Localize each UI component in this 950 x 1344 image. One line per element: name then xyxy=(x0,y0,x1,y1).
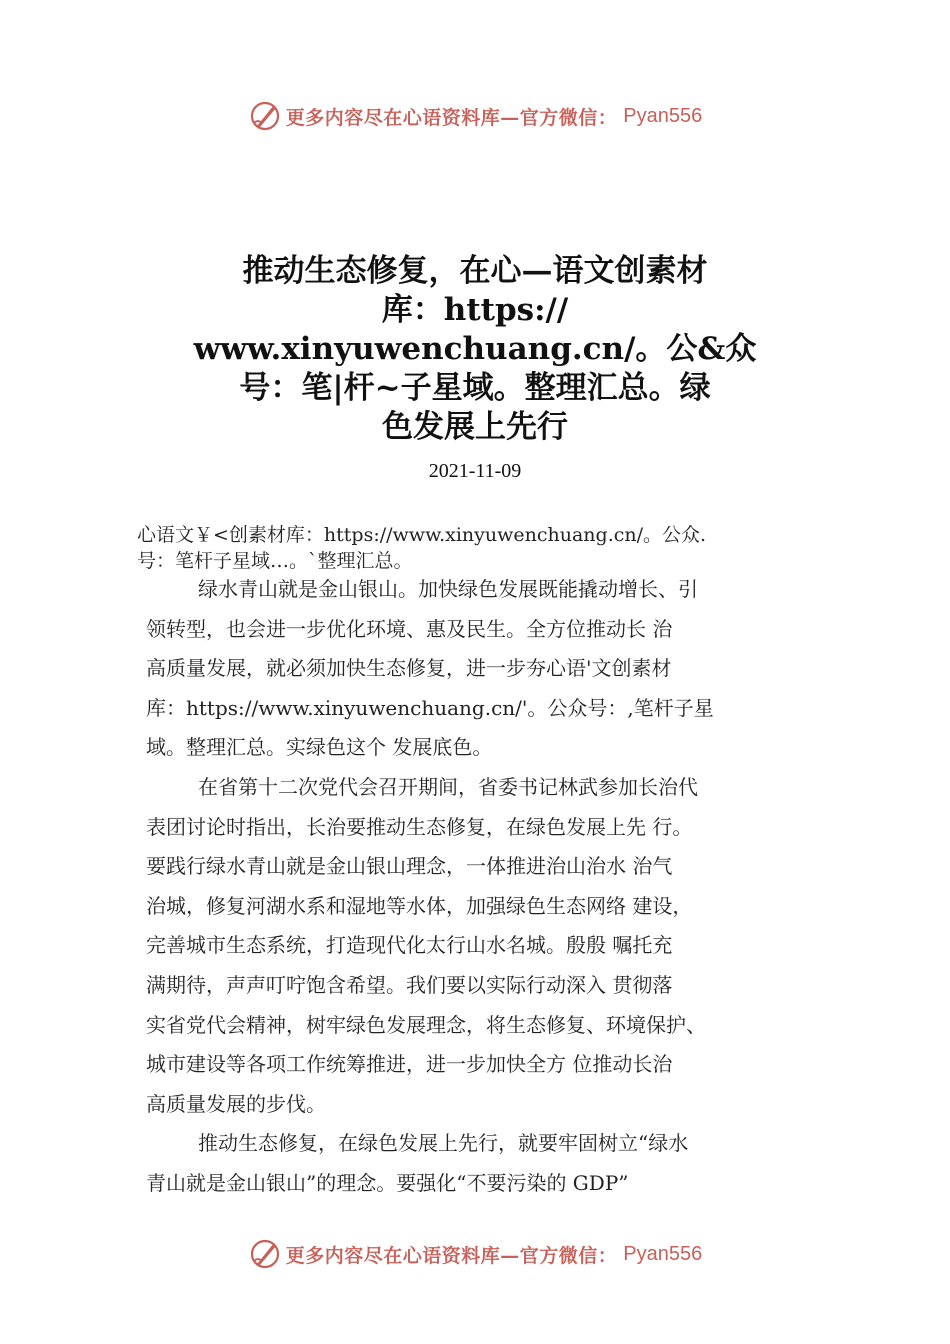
paragraph-line: 满期待，声声叮咛饱含希望。我们要以实际行动深入 贯彻落 xyxy=(146,972,673,997)
paragraph-line: 表团讨论时指出，长治要推动生态修复，在绿色发展上先 行。 xyxy=(146,814,693,839)
paragraph-line: 高质量发展，就必须加快生态修复，进一步夯心语'文创素材 xyxy=(146,656,672,681)
paragraph-line: 青山就是金山银山”的理念。要强化“不要污染的 GDP” xyxy=(146,1170,629,1195)
paragraph-line: 实省党代会精神，树牢绿色发展理念，将生态修复、环境保护、 xyxy=(146,1012,706,1037)
paragraph-line: 库：https://www.xinyuwenchuang.cn/'。公众号：,笔杆子星 xyxy=(146,695,714,720)
paragraph-1 xyxy=(146,570,836,768)
paragraph-line: 高质量发展的步伐。 xyxy=(146,1091,326,1116)
title-line: 库：https:// xyxy=(381,292,569,328)
paragraph-line: 要践行绿水青山就是金山银山理念，一体推进治山治水 治气 xyxy=(146,854,673,879)
paragraph-line: 绿水青山就是金山银山。加快绿色发展既能撬动增长、引 xyxy=(198,577,698,601)
title-line: www.xinyuwenchuang.cn/。公&众 xyxy=(193,331,757,367)
paragraph-3 xyxy=(146,1124,836,1203)
quill-pen-logo-icon xyxy=(248,99,282,133)
quill-pen-logo-icon xyxy=(248,1237,282,1271)
paragraph-line: 在省第十二次党代会召开期间，省委书记林武参加长治代 xyxy=(198,775,698,799)
watermark-text: 更多内容尽在心语资料库—官方微信： xyxy=(285,106,618,129)
paragraph-line: 推动生态修复，在绿色发展上先行，就要牢固树立“绿水 xyxy=(198,1131,689,1155)
paragraph-2 xyxy=(146,768,836,1124)
publish-date: 2021-11-09 xyxy=(428,460,522,482)
source-note-line: 心语文￥<创素材库：https://www.xinyuwenchuang.cn/。公众. xyxy=(137,524,707,546)
paragraph-line: 领转型，也会进一步优化环境、惠及民生。全方位推动长 治 xyxy=(146,616,673,641)
watermark-banner-top xyxy=(0,96,950,136)
paragraph-line: 治城，修复河湖水系和湿地等水体，加强绿色生态网络 建设， xyxy=(146,893,693,918)
watermark-banner-bottom xyxy=(0,1234,950,1274)
document-title xyxy=(175,252,775,447)
watermark-wechat-id: Pyan556 xyxy=(623,104,703,127)
paragraph-line: 完善城市生态系统，打造现代化太行山水名城。殷殷 嘱托充 xyxy=(146,933,673,958)
source-note xyxy=(137,522,837,574)
watermark-wechat-id: Pyan556 xyxy=(623,1242,703,1265)
paragraph-line: 域。整理汇总。实绿色这个 发展底色。 xyxy=(146,735,493,760)
title-line: 号：笔|杆~子星域。整理汇总。绿 xyxy=(239,370,711,406)
title-line: 推动生态修复，在心—语文创素材 xyxy=(242,253,708,289)
paragraph-line: 城市建设等各项工作统筹推进，进一步加快全方 位推动长治 xyxy=(146,1052,673,1077)
title-line: 色发展上先行 xyxy=(382,409,568,445)
source-note-line: 号：笔杆子星域…。`整理汇总。 xyxy=(137,550,413,572)
watermark-text: 更多内容尽在心语资料库—官方微信： xyxy=(285,1244,618,1267)
